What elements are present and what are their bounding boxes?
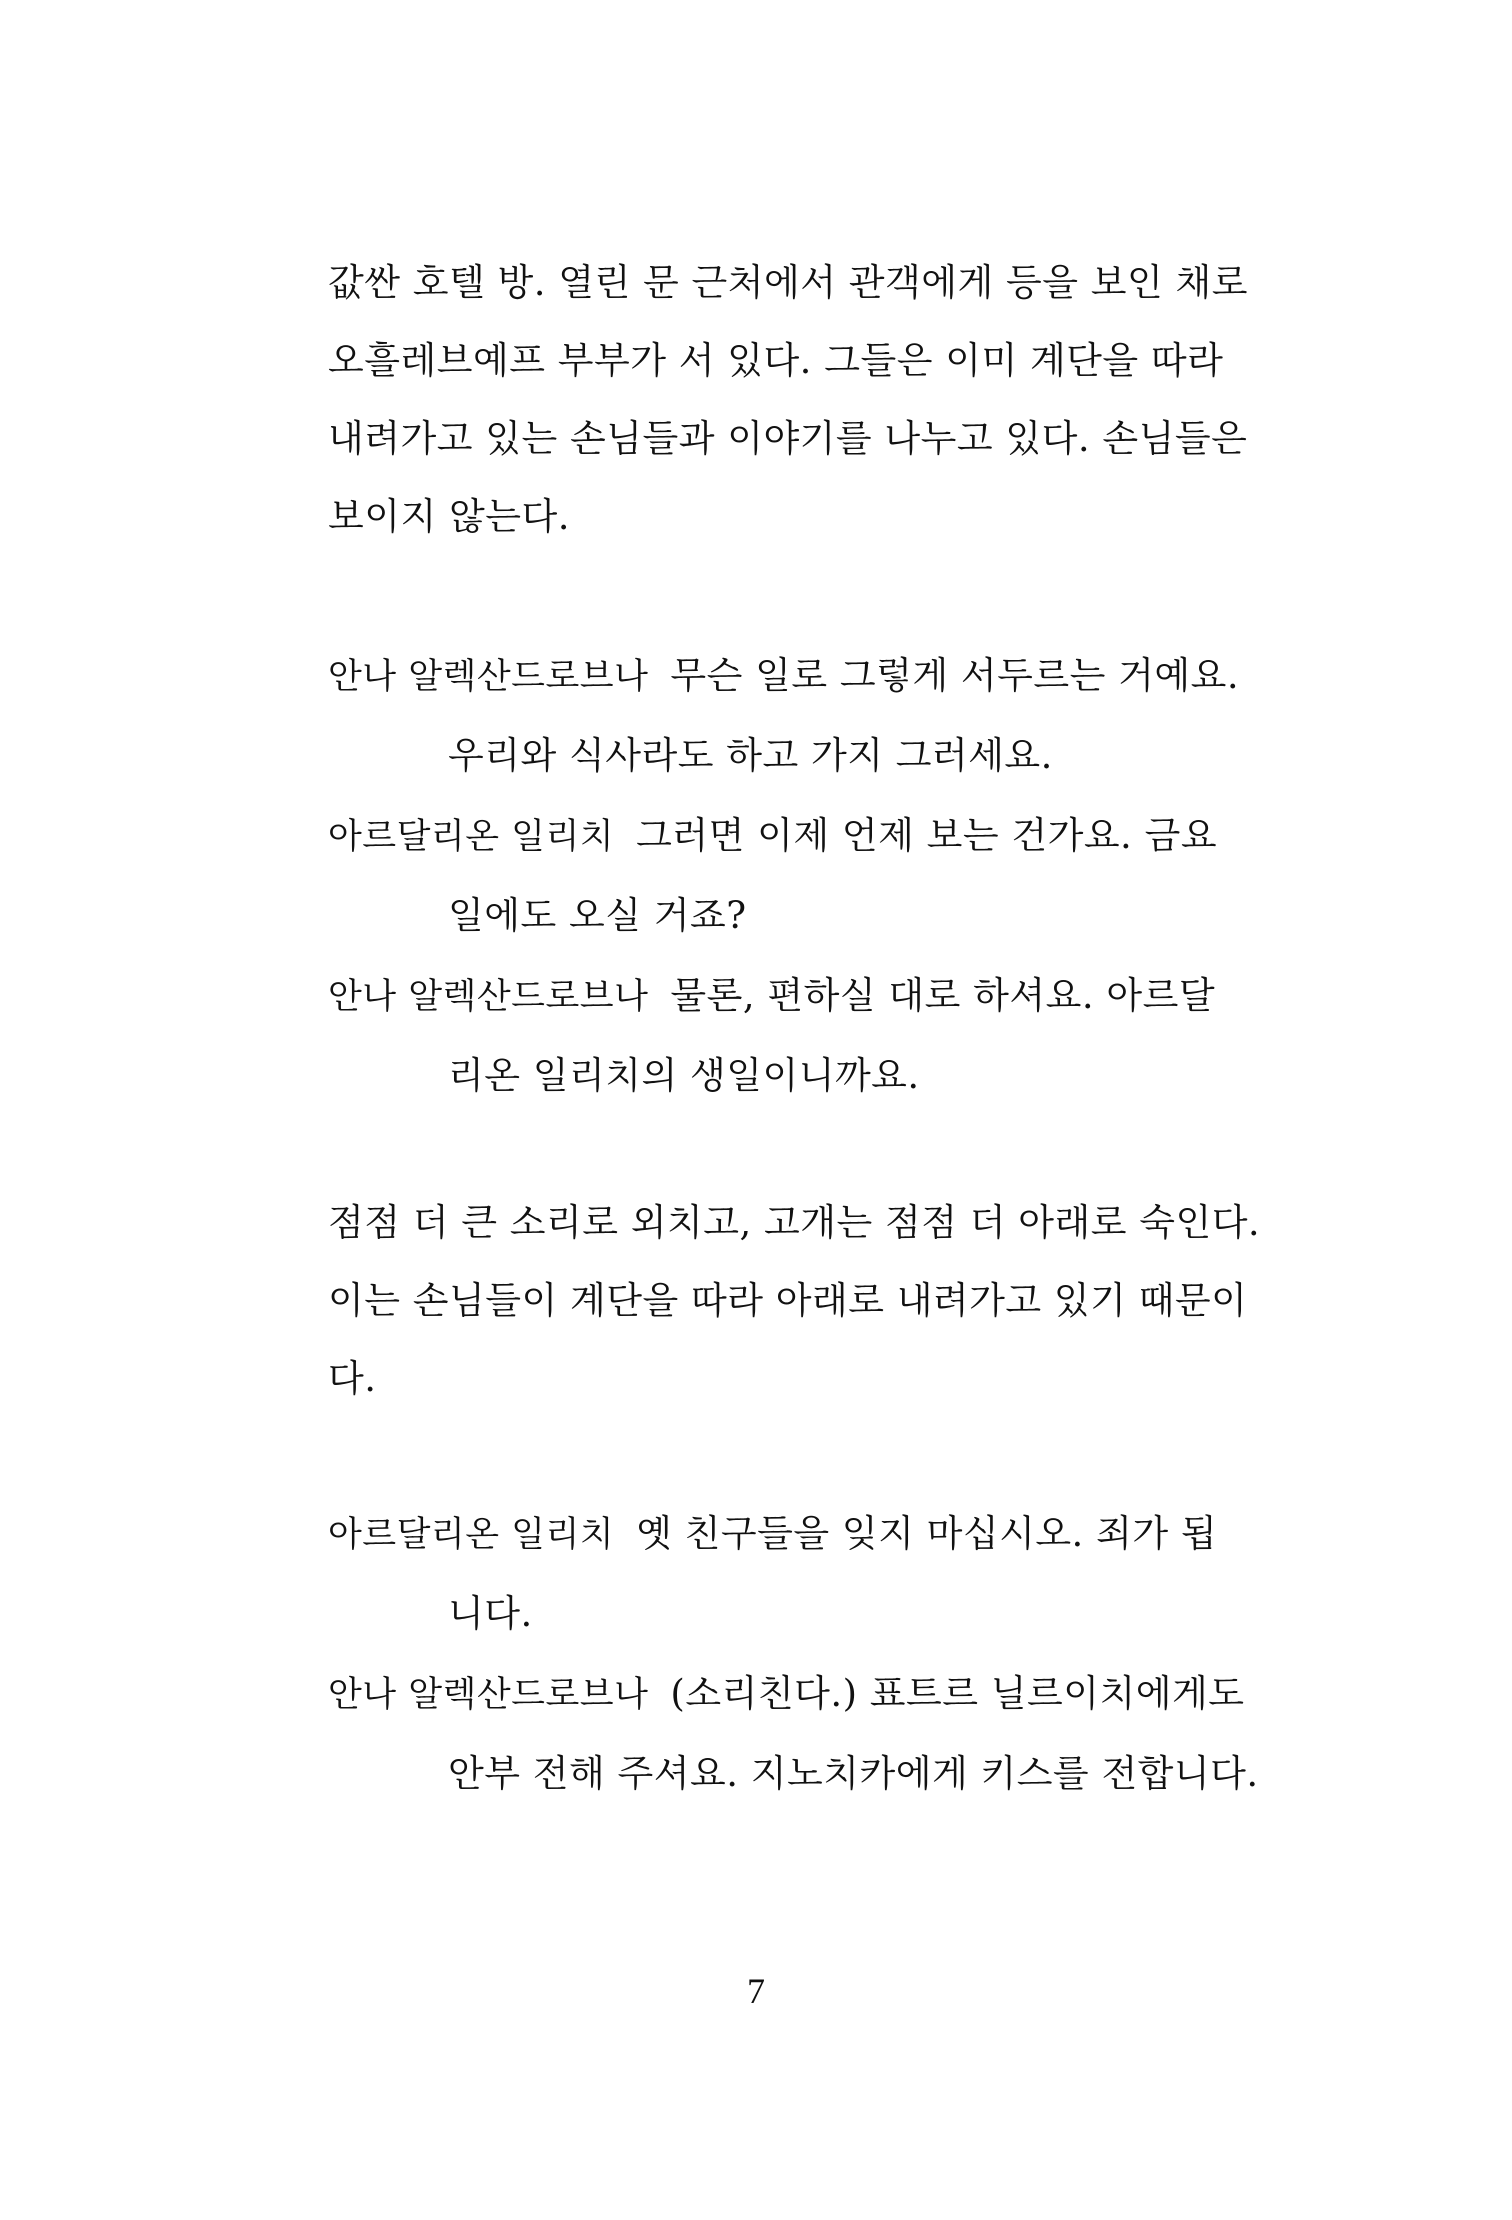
speech-text: 그러면 이제 언제 보는 건가요. 금요 bbox=[636, 814, 1218, 857]
speech bbox=[328, 1494, 1262, 1654]
text-line: 값싼 호텔 방. 열린 문 근처에서 관객에게 등을 보인 채로 bbox=[328, 261, 1248, 304]
text-line: 오흘레브예프 부부가 서 있다. 그들은 이미 계단을 따라 bbox=[328, 339, 1224, 382]
speech bbox=[328, 796, 1262, 956]
speech bbox=[328, 1654, 1262, 1814]
speech-text: (소리친다.) 표트르 닐르이치에게도 bbox=[670, 1672, 1245, 1715]
speaker-name: 안나 알렉산드로브나 bbox=[328, 1675, 649, 1715]
stage-direction bbox=[328, 244, 1262, 556]
speaker-name: 안나 알렉산드로브나 bbox=[328, 657, 649, 697]
stage-direction bbox=[328, 1184, 1262, 1418]
dialogue-block bbox=[328, 1494, 1262, 1814]
speech-text: 무슨 일로 그렇게 서두르는 거예요. bbox=[670, 654, 1240, 697]
speech bbox=[328, 956, 1262, 1116]
speaker-name: 아르달리온 일리치 bbox=[328, 817, 615, 857]
speech-continuation: 안부 전해 주셔요. 지노치카에게 키스를 전합니다. bbox=[448, 1752, 1259, 1795]
speech bbox=[328, 636, 1262, 796]
text-line: 다. bbox=[328, 1357, 377, 1400]
speech-continuation: 니다. bbox=[448, 1592, 533, 1635]
speaker-name: 안나 알렉산드로브나 bbox=[328, 977, 649, 1017]
speech-continuation: 우리와 식사라도 하고 가지 그러세요. bbox=[448, 734, 1053, 777]
text-line: 보이지 않는다. bbox=[328, 495, 570, 538]
speech-continuation: 일에도 오실 거죠? bbox=[448, 894, 747, 937]
speech-text: 옛 친구들을 잊지 마십시오. 죄가 됩 bbox=[636, 1512, 1218, 1555]
speaker-name: 아르달리온 일리치 bbox=[328, 1515, 615, 1555]
dialogue-block bbox=[328, 636, 1262, 1116]
text-line: 점점 더 큰 소리로 외치고, 고개는 점점 더 아래로 숙인다. bbox=[328, 1201, 1261, 1244]
speech-continuation: 리온 일리치의 생일이니까요. bbox=[448, 1054, 920, 1097]
text-line: 내려가고 있는 손님들과 이야기를 나누고 있다. 손님들은 bbox=[328, 417, 1248, 460]
text-line: 이는 손님들이 계단을 따라 아래로 내려가고 있기 때문이 bbox=[328, 1279, 1248, 1322]
speech-text: 물론, 편하실 대로 하셔요. 아르달 bbox=[670, 974, 1216, 1017]
page-number: 7 bbox=[747, 1971, 765, 2011]
